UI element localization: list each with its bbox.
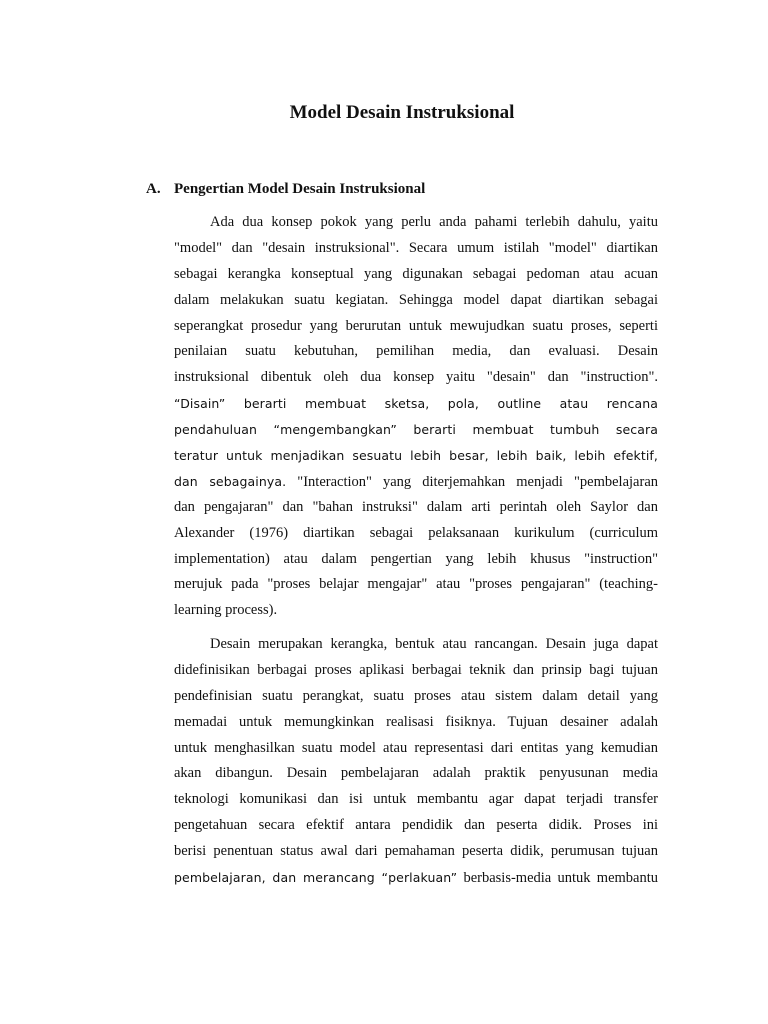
text-line: dalam melakukan suatu kegiatan. Sehingga model dapat diartikan sebagai — [174, 291, 658, 308]
text-line: seperangkat prosedur yang berurutan untuk mewujudkan suatu proses, seperti — [174, 317, 658, 334]
text-line: Ada dua konsep pokok yang perlu anda pahami terlebih dahulu, yaitu — [210, 214, 658, 230]
paragraph-2 — [174, 632, 658, 891]
text-line: akan dibangun. Desain pembelajaran adalah praktik penyusunan media — [174, 765, 658, 782]
document-title: Model Desain Instruksional — [289, 102, 515, 123]
text-line: Desain merupakan kerangka, bentuk atau rancangan. Desain juga dapat — [210, 636, 658, 652]
text-run-serif: berbasis-media untuk membantu — [457, 870, 658, 887]
text-line: pendahuluan “mengembangkan” berarti membuat tumbuh secara — [174, 422, 658, 438]
section-heading — [146, 181, 425, 198]
text-run-sans: pembelajaran, dan merancang “perlakuan” — [174, 870, 458, 886]
text-line: Alexander (1976) diartikan sebagai pelaksanaan kurikulum (curriculum — [174, 524, 658, 541]
section-heading-text: Pengertian Model Desain Instruksional — [174, 181, 426, 197]
text-line: sebagai kerangka konseptual yang digunakan sebagai pedoman atau acuan — [174, 265, 658, 282]
text-run-serif: "Interaction" yang diterjemahkan menjadi "pembelajaran — [286, 473, 659, 490]
section-number: A. — [146, 181, 161, 197]
text-line: berisi penentuan status awal dari pemahaman peserta didik, perumusan tujuan — [174, 843, 658, 860]
text-line: instruksional dibentuk oleh dua konsep yaitu "desain" dan "instruction". — [174, 369, 658, 386]
text-line: learning process). — [174, 602, 278, 619]
text-line: didefinisikan berbagai proses aplikasi berbagai teknik dan prinsip bagi tujuan — [174, 661, 658, 678]
text-line: untuk menghasilkan suatu model atau representasi dari entitas yang kemudian — [174, 739, 658, 756]
text-line: teratur untuk menjadikan sesuatu lebih besar, lebih baik, lebih efektif, — [174, 448, 658, 464]
text-line: pendefinisian suatu perangkat, suatu proses atau sistem dalam detail yang — [174, 687, 658, 704]
text-line: penilaian suatu kebutuhan, pemilihan media, dan evaluasi. Desain — [174, 343, 658, 360]
text-line: teknologi komunikasi dan isi untuk membantu agar dapat terjadi transfer — [174, 791, 658, 808]
paragraph-1 — [174, 210, 658, 624]
text-line: “Disain” berarti membuat sketsa, pola, outline atau rencana — [174, 396, 658, 412]
text-line: implementation) atau dalam pengertian yang lebih khusus "instruction" — [174, 550, 658, 567]
text-run-sans: dan sebagainya. — [174, 473, 287, 489]
text-line-mixed — [174, 469, 658, 495]
text-line: merujuk pada "proses belajar mengajar" atau "proses pengajaran" (teaching- — [174, 576, 658, 593]
text-line: "model" dan "desain instruksional". Secara umum istilah "model" diartikan — [174, 239, 658, 256]
text-line: memadai untuk memungkinkan realisasi fisiknya. Tujuan desainer adalah — [174, 713, 658, 730]
text-line: dan pengajaran" dan "bahan instruksi" dalam arti perintah oleh Saylor dan — [174, 498, 658, 515]
text-line: pengetahuan secara efektif antara pendidik dan peserta didik. Proses ini — [174, 817, 658, 834]
text-line-mixed — [174, 865, 658, 891]
